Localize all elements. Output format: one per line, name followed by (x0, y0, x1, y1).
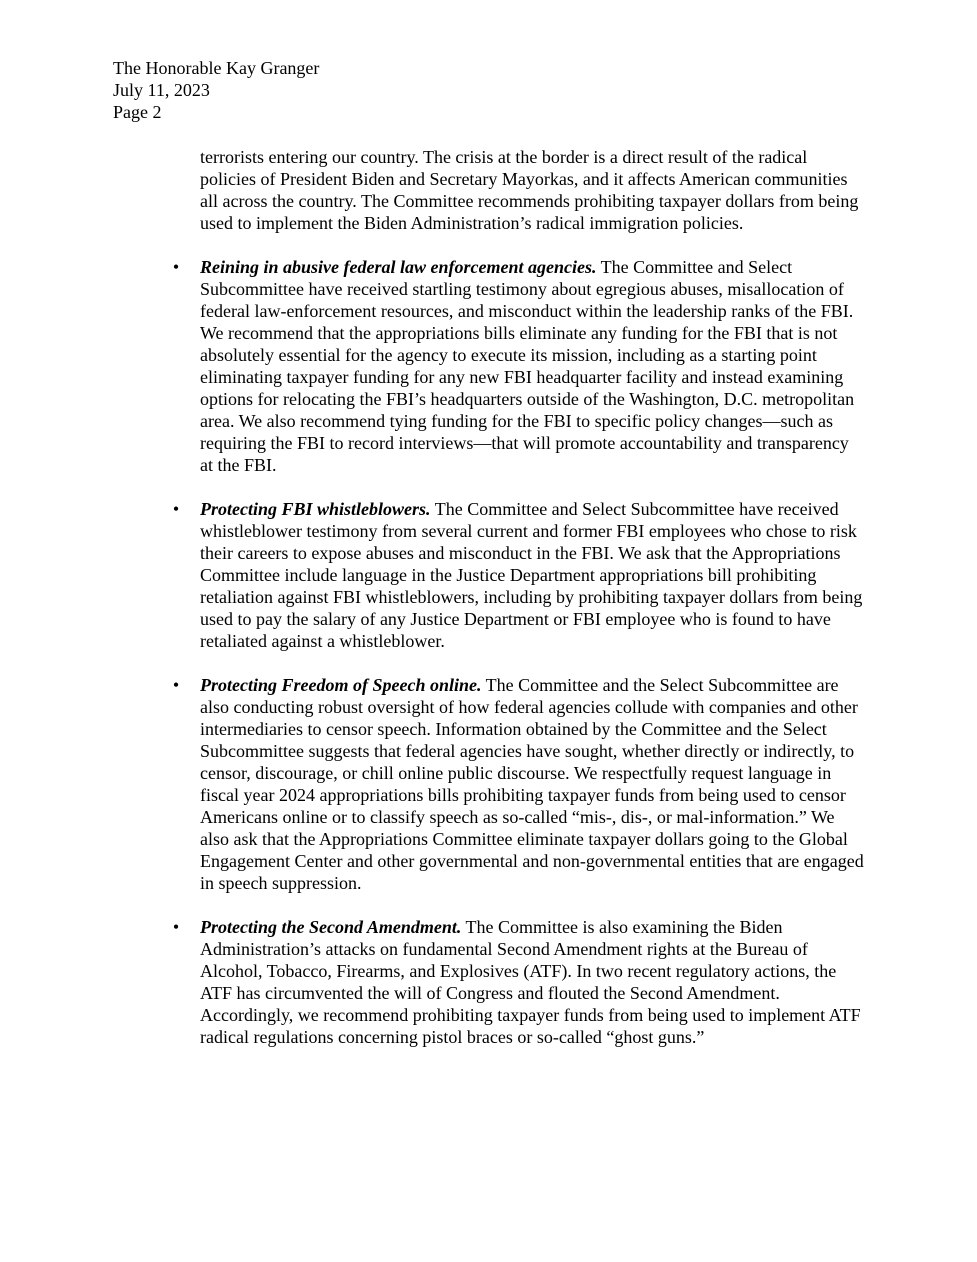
bullet-lead: Protecting FBI whistleblowers. (200, 499, 431, 519)
bullet-text: The Committee and the Select Subcommittee are also conducting robust oversight of how federal agencies collude with companies and other intermediaries to censor speech. Information obtained by the Committee and the Select Subcommittee suggests that federal agencies have sought, whether directly or indirectly, to censor, discourage, or chill online public discourse. We respectfully request language in fiscal year 2024 appropriations bills prohibiting taxpayer funds from being used to censor Americans online or to classify speech as so-called “mis-, dis-, or mal-information.” We also ask that the Appropriations Committee eliminate taxpayer dollars going to the Global Engagement Center and other governmental and non-governmental entities that are engaged in speech suppression. (200, 675, 864, 893)
bullet-dot: • (172, 257, 180, 277)
bullet-item-law-enforcement (172, 256, 864, 476)
bullet-text: The Committee and Select Subcommittee have received whistleblower testimony from several current and former FBI employees who chose to risk their careers to expose abuses and misconduct in the FBI. We ask that the Appropriations Committee include language in the Justice Department appropriations bill prohibiting retaliation against FBI whistleblowers, including by prohibiting taxpayer dollars from being used to pay the salary of any Justice Department or FBI employee who is found to have retaliated against a whistleblower. (200, 499, 863, 651)
bullet-lead: Reining in abusive federal law enforcement agencies. (200, 257, 597, 277)
bullet-dot: • (172, 675, 180, 695)
bullet-item-whistleblowers (172, 498, 864, 652)
letter-body (172, 146, 864, 1048)
bullet-paragraph (200, 256, 864, 476)
bullet-lead: Protecting the Second Amendment. (200, 917, 462, 937)
bullet-item-free-speech (172, 674, 864, 894)
bullet-paragraph (200, 498, 864, 652)
letter-header (113, 57, 613, 123)
bullet-text: The Committee and Select Subcommittee have received startling testimony about egregious abuses, misallocation of federal law-enforcement resources, and misconduct within the leadership ranks of the FBI. We recommend that the appropriations bills eliminate any funding for the FBI that is not absolutely essential for the agency to execute its mission, including as a starting point eliminating taxpayer funding for any new FBI headquarter facility and instead examining options for relocating the FBI’s headquarters outside of the Washington, D.C. metropolitan area. We also recommend tying funding for the FBI to specific policy changes—such as requiring the FBI to record interviews—that will promote accountability and transparency at the FBI. (200, 257, 855, 475)
page-number-line: Page 2 (113, 102, 162, 122)
date-line: July 11, 2023 (113, 80, 210, 100)
bullet-dot: • (172, 917, 180, 937)
bullet-text: The Committee is also examining the Biden Administration’s attacks on fundamental Second Amendment rights at the Bureau of Alcohol, Tobacco, Firearms, and Explosives (ATF). In two recent regulatory actions, the ATF has circumvented the will of Congress and flouted the Second Amendment. Accordingly, we recommend prohibiting taxpayer funds from being used to implement ATF radical regulations concerning pistol braces or so-called “ghost guns.” (200, 917, 861, 1047)
bullet-lead: Protecting Freedom of Speech online. (200, 675, 482, 695)
bullet-dot: • (172, 499, 180, 519)
continuation-paragraph: terrorists entering our country. The crisis at the border is a direct result of the radical policies of President Biden and Secretary Mayorkas, and it affects American communities all across the country. The Committee recommends prohibiting taxpayer dollars from being used to implement the Biden Administration’s radical immigration policies. (200, 147, 859, 233)
bullet-paragraph (200, 674, 864, 894)
recipient-line: The Honorable Kay Granger (113, 58, 320, 78)
bullet-paragraph (200, 916, 864, 1048)
bullet-item-second-amendment (172, 916, 864, 1048)
